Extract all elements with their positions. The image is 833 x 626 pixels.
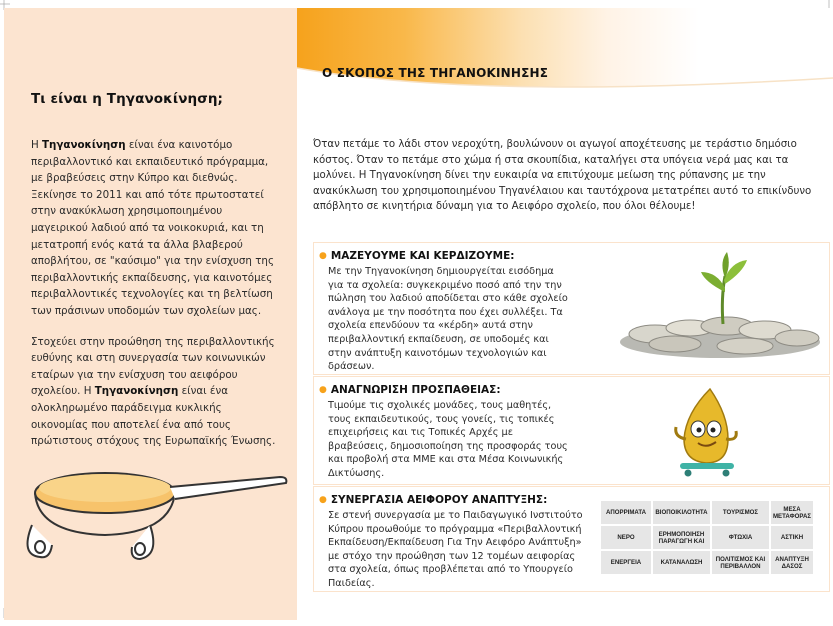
topics-grid [599,499,815,576]
coins-plant-illustration [615,248,825,368]
grid-cell: ΤΟΥΡΙΣΜΟΣ [712,501,769,524]
left-title: Τι είναι η Τηγανοκίνηση; [31,91,224,107]
grid-cell: ΦΤΩΧΙΑ [712,526,769,549]
grid-row [601,501,813,524]
p1-after: είναι ένα καινοτόμο περιβαλλοντικό και εκπαιδευτικό πρόγραμμα, με βραβεύσεις στην Κύπρο και διεθνώς. Ξεκίνησε το 2011 και από τότε πρωτοστατεί στην ανακύκλωση χρησιμοποιημένου μαγειρικού λαδιού από τα νοικοκυριά, και τη μετατροπή ενός κατά τα άλλα βλαβερού αποβλήτου, σε "καύσιμο" για την ενίσχυση της περιβαλλοντικής εκπαίδευσης, για καινοτόμες περιβαλλοντικές τεχνολογίες και τη βελτίωση των πράσινων υποδομών των σχολείων μας. [31,139,274,317]
section-text: Με την Τηγανοκίνηση δημιουργείται εισόδημα για τα σχολεία: συγκεκριμένο ποσό από την την πώληση του λαδιού αποδίδεται στο κάθε σχολείο ανάλογα με την ποσότητα που έχει συλλέξει. Τα σχολεία επενδύουν τα «κέρδη» αυτά στην περιβαλλοντική εκπαίδευση, σε υποδομές και στην ανάπτυξη καινοτόμων τεχνολογιών και δράσεων. [328,266,568,373]
intro-paragraph: Όταν πετάμε το λάδι στον νεροχύτη, βουλώνουν οι αγωγοί αποχέτευσης με τεράστιο δημόσιο κόστος. Όταν το πετάμε στο χώμα ή στα σκουπίδια, καταλήγει στα υπόγεια νερά μας και τα μολύνει. Η Τηγανοκίνηση δίνει την ευκαιρία να επιτύχουμε μείωση της ρύπανσης με την ανακύκλωση του χρησιμοποιημένου Τηγανέλαιου και ταυτόχρονα μετατρέπει αυτό το επικίνδυνο απόβλητο σε κινητήρια δύναμη για το Αειφόρο σχολείο, που όλοι θέλουμε! [313,139,812,213]
section-box-collect [313,242,830,375]
section-title [319,250,514,262]
grid-cell: ΕΡΗΜΟΠΟΙΗΣΗ ΠΑΡΑΓΩΓΗ ΚΑΙ [653,526,710,549]
section-box-sustainable-cooperation [313,486,830,592]
grid-row [601,551,813,574]
grid-row [601,526,813,549]
bullet-icon: ● [319,251,327,261]
p1-bold: Τηγανοκίνηση [42,139,126,151]
grid-cell: ΜΕΣΑ ΜΕΤΑΦΟΡΑΣ [771,501,813,524]
p2-after: είναι ένα ολοκληρωμένο παράδειγμα κυκλικής οικονομίας που αποτελεί ένα από τους πρώτιστους στόχους της Ευρωπαϊκής Ένωσης. [31,385,276,448]
p2-bold: Τηγανοκίνηση [94,385,179,398]
section-box-recognition [313,376,830,485]
p2-before: Στοχεύει στην προώθηση της περιβαλλοντικής ευθύνης και στη συνεργασία των κοινωνικών εταίρων για την ενίσχυση του αειφόρου σχολείου. Η [31,335,275,398]
section-title-text: ΑΝΑΓΝΩΡΙΣΗ ΠΡΟΣΠΑΘΕΙΑΣ: [330,384,501,396]
bullet-icon: ● [319,385,327,395]
oil-drop-mascot-illustration [666,383,746,479]
grid-cell: ΕΝΕΡΓΕΙΑ [601,551,651,574]
grid-cell: ΠΟΛΙΤΙΣΜΟΣ ΚΑΙ ΠΕΡΙΒΑΛΛΟΝ [712,551,769,574]
section-title-text: ΣΥΝΕΡΓΑΣΙΑ ΑΕΙΦΟΡΟΥ ΑΝΑΠΤΥΞΗΣ: [330,494,548,506]
section-text: Τιμούμε τις σχολικές μονάδες, τους μαθητές, τους εκπαιδευτικούς, τους γονείς, τις τοπικές επιχειρήσεις και τις Τοπικές Αρχές με βραβεύσεις, δημοσιοποίηση της προσφοράς τους και προβολή στα ΜΜΕ και στα Μέσα Κοινωνικής Δικτύωσης. [328,400,568,479]
bullet-icon: ● [319,495,327,505]
section-title [319,384,501,396]
grid-cell: ΝΕΡΟ [601,526,651,549]
header-curve [297,8,833,108]
left-body [31,137,281,464]
grid-cell: ΚΑΤΑΝΑΛΩΣΗ [653,551,710,574]
grid-cell: ΑΣΤΙΚΗ [771,526,813,549]
section-title [319,494,547,506]
frying-pan-illustration [10,455,300,575]
left-paragraph-1 [31,137,281,320]
p1-before: Η [31,139,43,151]
section-text: Σε στενή συνεργασία με το Παιδαγωγικό Ινστιτούτο Κύπρου προωθούμε το πρόγραμμα «Περιβαλλοντική Εκπαίδευση/Εκπαίδευση Για Την Αειφόρο Ανάπτυξη» με στόχο την προώθηση των 12 τομέων αειφορίας στα σχολεία, όπως προβλέπεται από το Υπουργείο Παιδείας. [328,510,583,589]
grid-cell: ΑΠΟΡΡΙΜΑΤΑ [601,501,651,524]
grid-cell: ΒΙΟΠΟΙΚΙΛΟΤΗΤΑ [653,501,710,524]
grid-cell: ΑΝΑΠΤΥΞΗ ΔΑΣΟΣ [771,551,813,574]
section-title-text: ΜΑΖΕΥΟΥΜΕ ΚΑΙ ΚΕΡΔΙΖΟΥΜΕ: [330,250,515,262]
left-paragraph-2 [31,334,281,450]
right-title: Ο ΣΚΟΠΟΣ ΤΗΣ ΤΗΓΑΝΟΚΙΝΗΣΗΣ [322,66,549,80]
